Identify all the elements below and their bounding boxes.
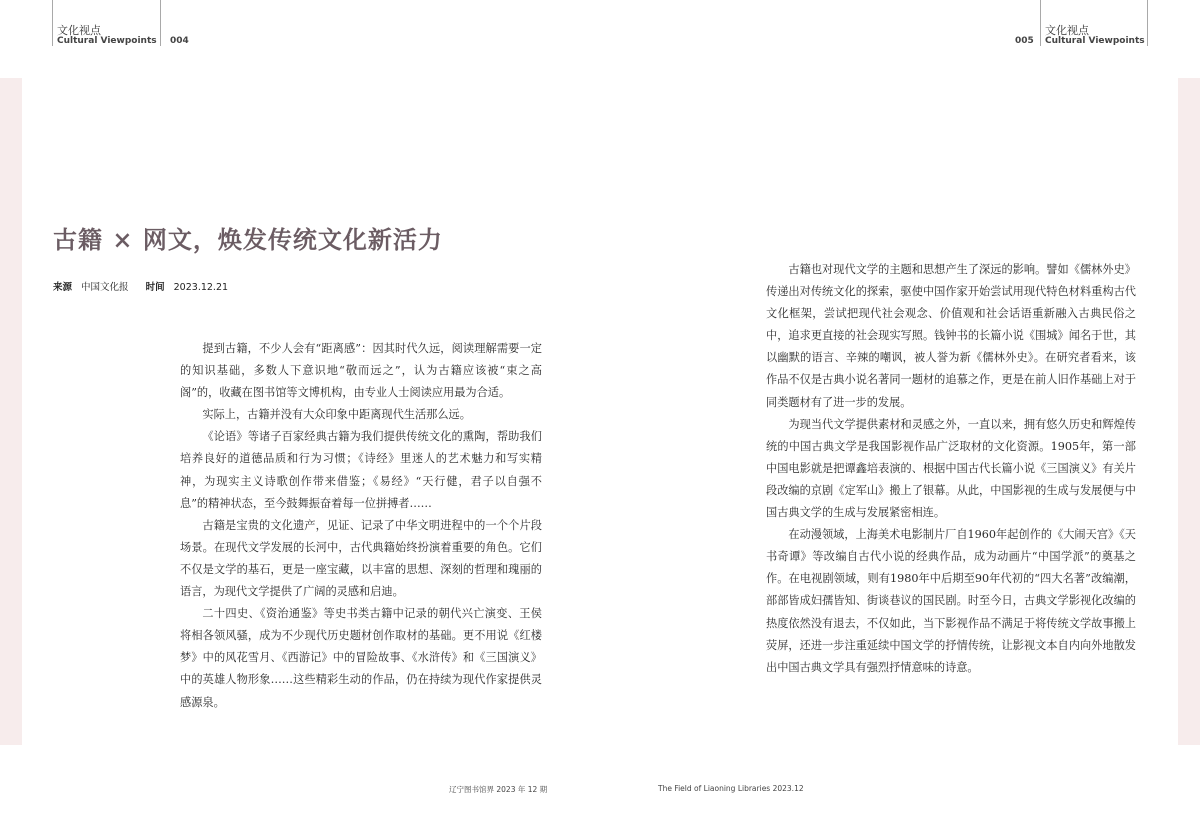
paragraph: 《论语》等诸子百家经典古籍为我们提供传统文化的熏陶，帮助我们培养良好的道德品质和行为习惯；《诗经》里迷人的艺术魅力和写实精神，为现实主义诗歌创作带来借鉴；《易经》“天行健，君子以自强不息”的精神状态，至今鼓舞振奋着每一位拼搏者…… [180,430,542,510]
article-meta [53,279,234,293]
footer-right: The Field of Liaoning Libraries 2023.12 [658,784,804,793]
paragraph: 实际上，古籍并没有大众印象中距离现代生活那么远。 [202,408,471,422]
header-divider [1147,0,1148,46]
paragraph: 二十四史、《资治通鉴》等史书类古籍中记录的朝代兴亡演变、王侯将相各领风骚，成为不少现代历史题材创作取材的基础。更不用说《红楼梦》中的风花雪月、《西游记》中的冒险故事、《水浒传》和《三国演义》中的英雄人物形象……这些精彩生动的作品，仍在持续为现代作家提供灵感源泉。 [180,607,542,709]
running-header-left [0,0,200,46]
source-label: 来源 [53,282,73,293]
header-divider [1040,0,1041,46]
paragraph: 在动漫领域，上海美术电影制片厂自1960年起创作的《大闹天宫》《天书奇谭》等改编自古代小说的经典作品，成为动画片“中国学派”的奠基之作。在电视剧领域，则有1980年中后期至90年代初的“四大名著”改编潮，部部皆成妇孺皆知、街谈巷议的国民剧。时至今日，古典文学影视化改编的热度依然没有退去，不仅如此，当下影视作品不满足于将传统文学故事搬上荧屏，还进一步注重延续中国文学的抒情传统，让影视文本自内向外地散发出中国古典文学具有强烈抒情意味的诗意。 [766,528,1136,674]
header-section-zh: 文化视点 [57,24,101,37]
header-page-number: 004 [170,36,189,46]
time-label: 时间 [145,282,165,293]
running-header-right [1000,0,1200,46]
paragraph: 为现当代文学提供素材和灵感之外，一直以来，拥有悠久历史和辉煌传统的中国古典文学是我国影视作品广泛取材的文化资源。1905年，第一部中国电影就是把谭鑫培表演的、根据中国古代长篇小说《三国演义》有关片段改编的京剧《定军山》搬上了银幕。从此，中国影视的生成与发展便与中国古典文学的生成与发展紧密相连。 [766,417,1136,520]
time-value: 2023.12.21 [173,282,229,293]
header-divider [160,0,161,46]
right-column [766,259,1136,679]
article-title: 古籍 × 网文，焕发传统文化新活力 [53,225,443,254]
footer-left: 辽宁图书馆界 2023 年 12 期 [449,785,548,794]
left-column [180,338,542,714]
header-section-en: Cultural Viewpoints [57,36,157,46]
header-divider [52,0,53,46]
source-value: 中国文化报 [81,282,129,293]
paragraph: 古籍是宝贵的文化遗产，见证、记录了中华文明进程中的一个个片段场景。在现代文学发展的长河中，古代典籍始终扮演着重要的角色。它们不仅是文学的基石，更是一座宝藏，以丰富的思想、深刻的哲理和瑰丽的语言，为现代文学提供了广阔的灵感和启迪。 [180,518,542,599]
paragraph: 提到古籍，不少人会有“距离感”：因其时代久远，阅读理解需要一定的知识基础，多数人下意识地“敬而远之”，认为古籍应该被“束之高阁”的，收藏在图书馆等文博机构，由专业人士阅读应用最为合适。 [180,342,542,400]
header-section-zh: 文化视点 [1045,24,1089,37]
paragraph: 古籍也对现代文学的主题和思想产生了深远的影响。譬如《儒林外史》传递出对传统文化的探索，驱使中国作家开始尝试用现代特色材料重构古代文化框架，尝试把现代社会观念、价值观和社会话语重新融入古典民俗之中，追求更直接的社会现实写照。钱钟书的长篇小说《围城》闻名于世，其以幽默的语言、辛辣的嘲讽，被人誉为新《儒林外史》。在研究者看来，该作品不仅是古典小说名著同一题材的追慕之作，更是在前人旧作基础上对于同类题材有了进一步的发展。 [766,263,1136,409]
header-page-number: 005 [1015,36,1034,46]
header-section-en: Cultural Viewpoints [1045,36,1145,46]
